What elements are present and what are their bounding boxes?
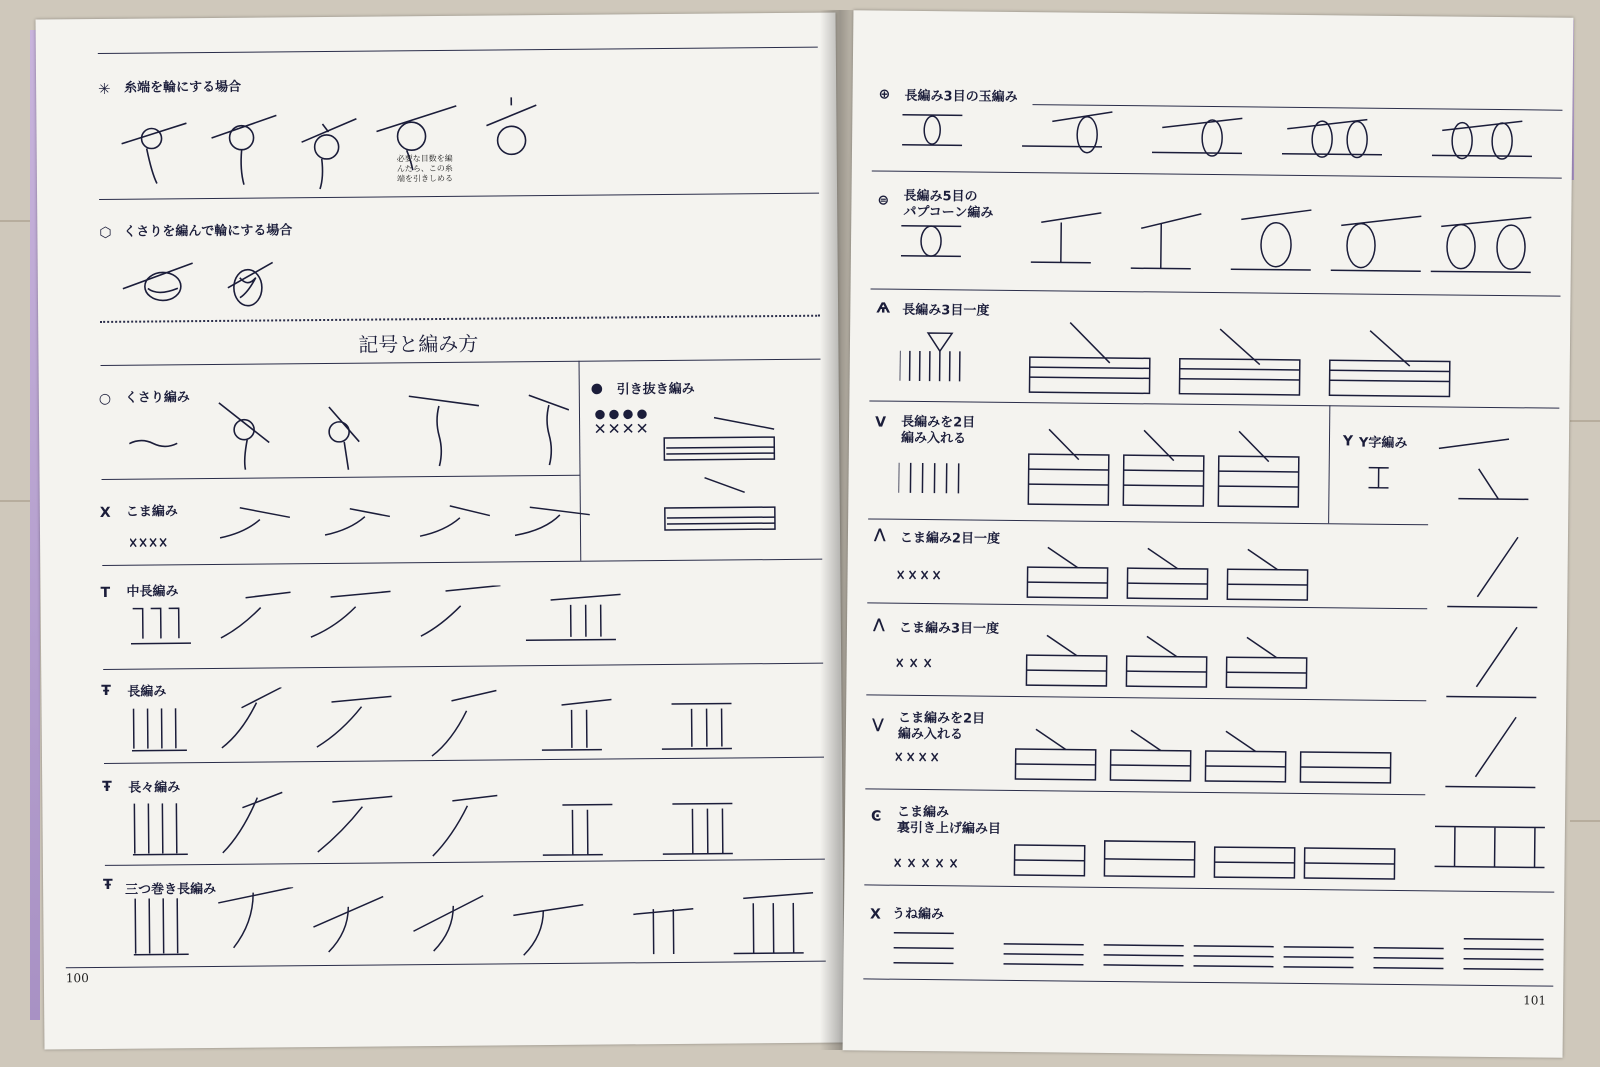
sc-increase-symbol: ⋁ xyxy=(871,716,884,733)
crochet-diagram xyxy=(130,584,651,659)
divider xyxy=(867,602,1427,609)
divider xyxy=(871,288,1561,296)
crochet-diagram xyxy=(894,819,1425,885)
divider xyxy=(868,518,1428,525)
diagram-note: 必要な目数を編 んだら、この糸 端を引きしめる xyxy=(396,153,453,184)
popcorn-symbol: ⊜ xyxy=(877,192,890,209)
divider xyxy=(872,170,1562,178)
crochet-diagram xyxy=(896,629,1337,694)
crochet-diagram xyxy=(116,95,577,199)
left-page xyxy=(36,13,845,1050)
divider xyxy=(863,978,1553,986)
stitch-label-line2: パプコーン編み xyxy=(903,204,994,221)
stitch-label: 長々編み xyxy=(128,780,181,796)
stitch-label: こま編みを2目 xyxy=(897,710,986,727)
stitch-label: うね編み xyxy=(891,906,945,923)
y-stitch-symbol: Y xyxy=(1342,433,1354,450)
stitch-label: こま編み xyxy=(896,804,950,821)
floor-grout xyxy=(1570,420,1600,422)
crochet-diagram xyxy=(133,883,814,969)
decrease-symbol: Ѧ xyxy=(876,300,891,317)
page-number: 101 xyxy=(1523,993,1547,1008)
divider xyxy=(865,788,1425,795)
page-heading: 記号と編み方 xyxy=(358,331,479,357)
crochet-diagram xyxy=(899,311,1550,408)
crochet-diagram xyxy=(129,385,570,479)
crochet-diagram xyxy=(118,247,319,319)
stitch-label: 三つ巻き長編み xyxy=(125,881,217,898)
back-post-symbol: Ͼ xyxy=(870,808,882,825)
chain-symbol: ○ xyxy=(98,390,112,407)
stitch-label: こま編み3目一度 xyxy=(898,620,1000,637)
divider xyxy=(98,47,818,54)
crochet-diagram xyxy=(883,923,1543,980)
crochet-diagram xyxy=(895,723,1426,789)
section-label: くさりを編んで輪にする場合 xyxy=(123,223,293,240)
divider xyxy=(866,694,1426,701)
stitch-label: こま編み xyxy=(125,504,178,520)
divider xyxy=(101,359,821,366)
half-double-symbol: T xyxy=(100,584,111,601)
crochet-diagram xyxy=(1434,526,1548,887)
divider xyxy=(103,663,823,670)
crochet-diagram xyxy=(131,683,772,769)
right-page xyxy=(843,10,1574,1057)
cluster-symbol: ⊕ xyxy=(878,86,891,103)
section-label: 糸端を輪にする場合 xyxy=(124,79,242,96)
ridge-stitch-symbol: X xyxy=(869,906,881,923)
hexagon-symbol: ⬡ xyxy=(99,224,112,241)
stitch-label: 引き抜き編み xyxy=(616,381,695,398)
divider xyxy=(102,559,822,566)
stitch-label-line2: 裏引き上げ編み目 xyxy=(896,820,1001,837)
stitch-label: 長編み xyxy=(127,684,167,700)
stitch-label: 長編みを2目 xyxy=(901,414,976,431)
crochet-diagram xyxy=(130,495,591,559)
stitch-label: Y字編み xyxy=(1358,435,1408,452)
stitch-label: 長編み5目の xyxy=(903,188,978,205)
page-number: 100 xyxy=(65,971,89,986)
stitch-label: 長編み3目の玉編み xyxy=(904,88,1018,105)
crochet-diagram xyxy=(898,423,1549,520)
crochet-diagram xyxy=(897,541,1338,606)
single-crochet-symbol: X xyxy=(99,504,111,521)
crochet-diagram xyxy=(132,783,773,869)
crochet-diagram xyxy=(901,201,1552,288)
triple-treble-symbol: Ŧ xyxy=(103,876,113,893)
crochet-diagram xyxy=(902,105,1553,172)
floor-grout xyxy=(1570,820,1600,822)
stitch-label: 長編み3目一度 xyxy=(902,302,990,319)
treble-crochet-symbol: Ŧ xyxy=(102,778,112,795)
stitch-label-line2: 編み入れる xyxy=(900,430,967,447)
sc3-decrease-symbol: ⋀ xyxy=(872,616,885,633)
stitch-label-line2: 編み入れる xyxy=(897,726,963,743)
stitch-label: こま編み2目一度 xyxy=(899,530,1001,547)
double-crochet-symbol: Ŧ xyxy=(101,682,112,699)
increase-symbol: V xyxy=(875,414,887,431)
sc-decrease-symbol: ⋀ xyxy=(873,526,886,543)
stitch-label: 中長編み xyxy=(126,584,179,600)
ring-symbol: ✳ xyxy=(98,79,111,98)
stitch-label: くさり編み xyxy=(124,390,190,406)
crochet-diagram xyxy=(594,407,795,549)
slip-stitch-symbol: ● xyxy=(590,380,604,397)
